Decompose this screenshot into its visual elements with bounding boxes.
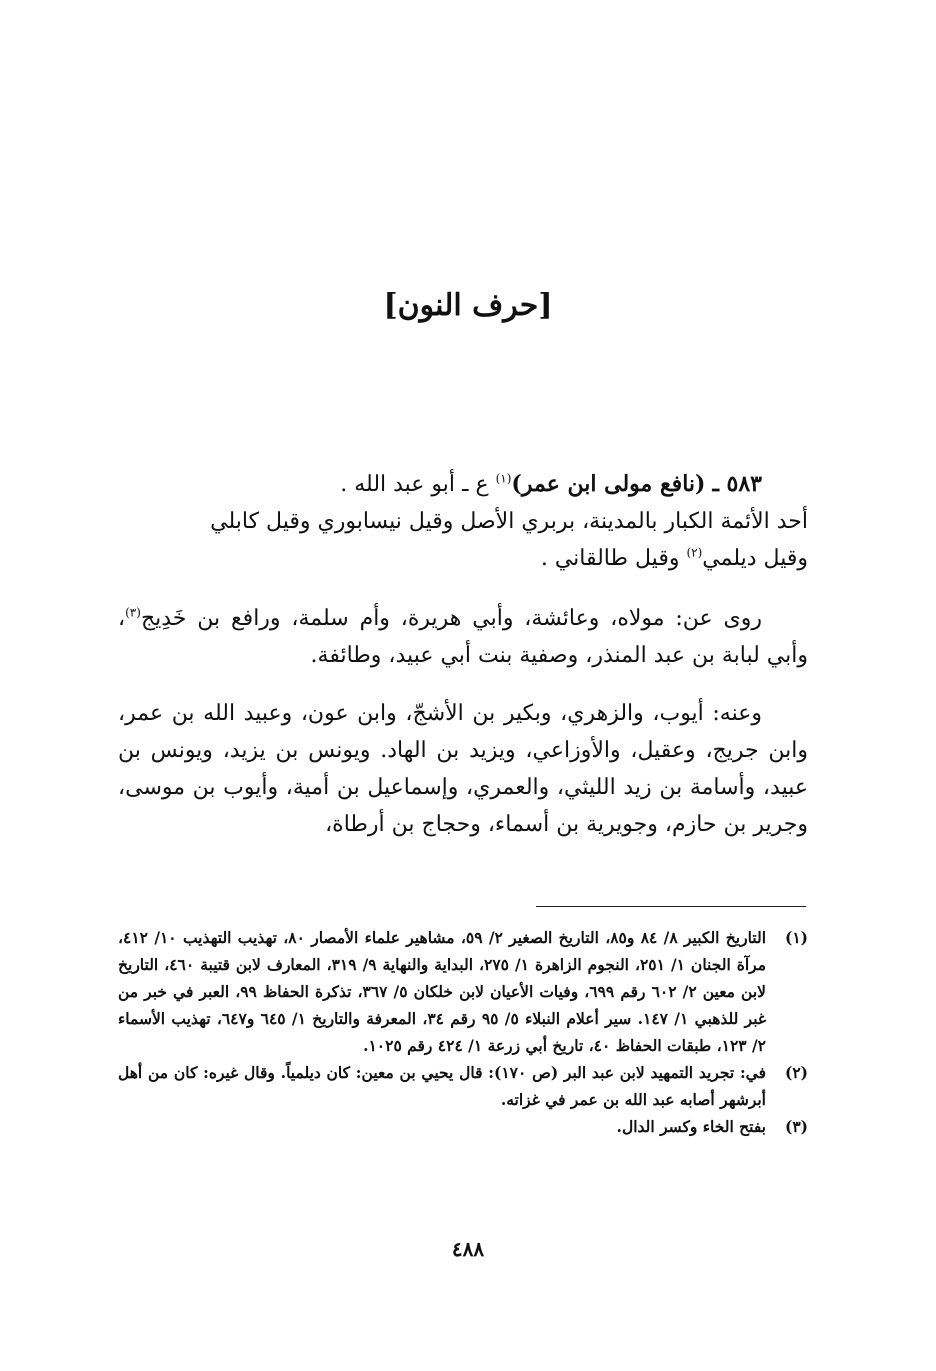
narrators-text-b: ، وأبي لبابة بن عبد المنذر، وصفية بنت أبي عبيد، وطائفة. <box>118 606 808 668</box>
page-number: ٤٨٨ <box>451 1237 485 1261</box>
footnote-ref-3[interactable]: (٣) <box>125 605 141 620</box>
footnotes <box>118 924 808 1140</box>
footnote-ref-1[interactable]: (١) <box>495 471 512 486</box>
entry-origin-text-2b: وقيل طالقاني . <box>540 546 680 571</box>
narrators-text-a: روى عن: مولاه، وعائشة، وأبي هريرة، وأم سلمة، ورافع بن خَدِيج <box>140 606 762 631</box>
entry-first-line <box>118 466 808 503</box>
entry-origin-text-2a: وقيل ديلمي <box>702 546 808 571</box>
entry-kunya: ع ـ أبو عبد الله . <box>340 472 489 497</box>
entry-origin-line <box>118 503 808 540</box>
footnote-3 <box>118 1113 808 1140</box>
footnote-2 <box>118 1059 808 1113</box>
entry-header <box>118 466 808 577</box>
entry-origin-line-2 <box>118 540 808 577</box>
footnote-separator <box>536 906 806 907</box>
footnote-number: (١) <box>784 928 808 947</box>
chapter-title: [حرف النون] <box>383 288 553 323</box>
footnote-number: (٣) <box>784 1117 808 1136</box>
footnote-text: بفتح الخاء وكسر الدال. <box>616 1117 766 1136</box>
footnote-ref-2[interactable]: (٢) <box>686 545 703 560</box>
entry-number: ٥٨٣ ـ <box>712 471 762 497</box>
entry-name: (نافع مولى ابن عمر) <box>511 471 706 497</box>
students-text: وعنه: أيوب، والزهري، وبكير بن الأشجّ، وابن عون، وعبيد الله بن عمر، وابن جريج، وعقيل، والأوزاعي، ويزيد بن الهاد. ويونس بن يزيد، ويونس بن عبيد، وأسامة بن زيد الليثي، والعمري، وإسماعيل بن أمية، وأيوب بن موسى، وجرير بن حازم، وجويرية بن أسماء، وحجاج بن أرطاة، <box>118 701 808 837</box>
footnote-text: التاريخ الكبير ٨/ ٨٤ و٨٥، التاريخ الصغير ٢/ ٥٩، مشاهير علماء الأمصار ٨٠، تهذيب التهذيب ١٠/ ٤١٢، مرآة الجنان ١/ ٢٥١، النجوم الزاهرة ١/ ٢٧٥، البداية والنهاية ٩/ ٣١٩، المعارف لابن قتيبة ٤٦٠، التاريخ لابن معين ٢/ ٦٠٢ رقم ٦٩٩، وفيات الأعيان لابن خلكان ٥/ ٣٦٧، تذكرة الحفاظ ٩٩، العبر في خبر من غبر للذهبي ١/ ١٤٧. سير أعلام النبلاء ٥/ ٩٥ رقم ٣٤، المعرفة والتاريخ ١/ ٦٤٥ و٦٤٧، تهذيب الأسماء ٢/ ١٢٣، طبقات الحفاظ ٤٠، تاريخ أبي زرعة ١/ ٤٢٤ رقم ١٠٢٥. <box>118 928 767 1055</box>
entry-origin-text: أحد الأئمة الكبار بالمدينة، بربري الأصل وقيل نيسابوري وقيل كابلي <box>210 509 808 534</box>
footnote-1 <box>118 924 808 1059</box>
footnote-text: في: تجريد التمهيد لابن عبد البر (ص ١٧٠): قال يحيي بن معين: كان ديلمياً. وقال غيره: كان من أهل أبرشهر أصابه عبد الله بن عمر في غزاته. <box>118 1063 767 1109</box>
narrators-paragraph <box>118 600 808 674</box>
footnote-number: (٢) <box>784 1063 808 1082</box>
students-paragraph <box>118 695 808 843</box>
